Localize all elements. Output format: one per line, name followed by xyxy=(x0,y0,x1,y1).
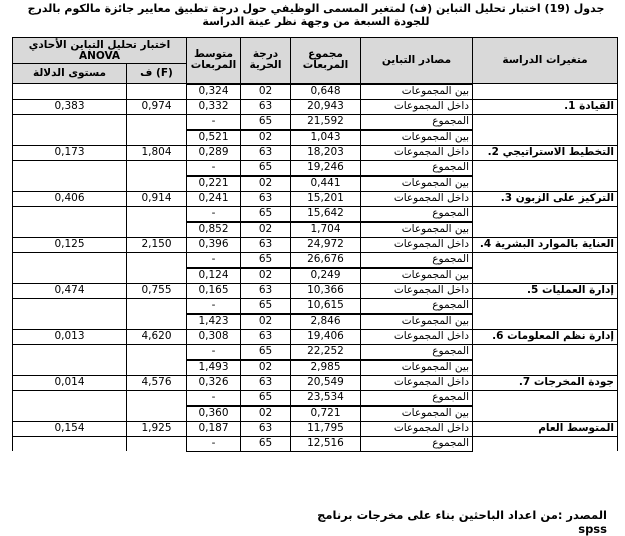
source-label-cell: داخل المجموعات xyxy=(361,237,473,252)
significance-cell xyxy=(13,114,127,130)
df-cell: 65 xyxy=(241,298,291,314)
f-value-cell: 4,576 xyxy=(127,375,187,390)
mean-square-cell: 0,289 xyxy=(187,145,241,160)
source-label-cell: داخل المجموعات xyxy=(361,421,473,436)
significance-cell xyxy=(13,436,127,451)
significance-cell xyxy=(13,130,127,146)
source-label-cell: داخل المجموعات xyxy=(361,375,473,390)
significance-cell xyxy=(13,206,127,222)
table-row xyxy=(13,421,618,436)
anova-group-header: اختبار تحليل التباين الأحادي ANOVA xyxy=(13,38,187,64)
source-label-cell: بين المجموعات xyxy=(361,314,473,330)
table-row xyxy=(13,329,618,344)
significance-cell: 0,014 xyxy=(13,375,127,390)
mean-square-cell: - xyxy=(187,298,241,314)
variable-name-cell xyxy=(473,114,618,130)
variable-name-cell xyxy=(473,145,618,160)
source-header: مصادر التباين xyxy=(361,38,473,84)
mean-square-cell: - xyxy=(187,252,241,268)
f-value-cell: 4,620 xyxy=(127,329,187,344)
variable-name-cell xyxy=(473,84,618,100)
table-row xyxy=(13,99,618,114)
significance-cell: 0,013 xyxy=(13,329,127,344)
significance-cell xyxy=(13,314,127,330)
mean-square-cell: 0,360 xyxy=(187,406,241,422)
sum-squares-cell: 10,366 xyxy=(291,283,361,298)
sum-squares-cell: 0,648 xyxy=(291,84,361,100)
f-value-cell: 0,914 xyxy=(127,191,187,206)
variables-header: متغيرات الدراسة xyxy=(473,38,618,84)
source-label-cell: داخل المجموعات xyxy=(361,99,473,114)
df-cell: 65 xyxy=(241,390,291,406)
variable-number: 6. xyxy=(492,330,504,342)
source-label-cell: المجموع xyxy=(361,160,473,176)
f-value-cell xyxy=(127,252,187,268)
source-note: المصدر :من اعداد الباحثين بناء على مخرجات برنامج spss xyxy=(317,508,607,536)
sum-squares-cell: 12,516 xyxy=(291,436,361,451)
df-cell: 02 xyxy=(241,130,291,146)
sum-squares-cell: 19,246 xyxy=(291,160,361,176)
sum-squares-cell: 26,676 xyxy=(291,252,361,268)
mean-square-cell: - xyxy=(187,344,241,360)
table-row xyxy=(13,130,618,146)
variable-number: 4. xyxy=(479,238,492,250)
significance-cell: 0,125 xyxy=(13,237,127,252)
table-row xyxy=(13,222,618,238)
df-cell: 02 xyxy=(241,84,291,100)
f-value-cell xyxy=(127,160,187,176)
mean-square-cell: 1,493 xyxy=(187,360,241,376)
table-row xyxy=(13,114,618,130)
source-label-cell: المجموع xyxy=(361,344,473,360)
df-cell: 65 xyxy=(241,160,291,176)
table-row xyxy=(13,344,618,360)
significance-cell xyxy=(13,360,127,376)
df-cell: 02 xyxy=(241,406,291,422)
table-row xyxy=(13,390,618,406)
sum-squares-cell: 2,985 xyxy=(291,360,361,376)
f-value-cell xyxy=(127,206,187,222)
variable-name: القيادة xyxy=(579,100,614,112)
anova-table-body xyxy=(13,84,618,452)
table-row xyxy=(13,191,618,206)
sum-squares-cell: 21,592 xyxy=(291,114,361,130)
variable-name-cell xyxy=(473,160,618,176)
source-label-cell: المجموع xyxy=(361,206,473,222)
variable-name-cell xyxy=(473,390,618,406)
f-value-cell xyxy=(127,436,187,451)
sum-squares-cell: 18,203 xyxy=(291,145,361,160)
variable-name-cell xyxy=(473,283,618,298)
sum-squares-cell: 2,846 xyxy=(291,314,361,330)
f-value-cell xyxy=(127,114,187,130)
source-label-cell: بين المجموعات xyxy=(361,360,473,376)
source-label-cell: داخل المجموعات xyxy=(361,283,473,298)
significance-cell xyxy=(13,268,127,284)
variable-name-cell xyxy=(473,191,618,206)
mean-square-cell: 0,324 xyxy=(187,84,241,100)
sum-squares-cell: 1,704 xyxy=(291,222,361,238)
variable-name-cell xyxy=(473,252,618,268)
variable-name: التركيز على الزبون xyxy=(515,192,614,204)
table-row xyxy=(13,160,618,176)
source-label-cell: بين المجموعات xyxy=(361,130,473,146)
significance-cell xyxy=(13,84,127,100)
variable-number: 5. xyxy=(526,284,539,296)
variable-number: 1. xyxy=(564,100,576,112)
significance-header: مستوى الدلالة xyxy=(13,64,127,84)
table-row xyxy=(13,436,618,451)
mean-square-cell: 0,308 xyxy=(187,329,241,344)
source-label-cell: المجموع xyxy=(361,390,473,406)
mean-square-cell: 0,332 xyxy=(187,99,241,114)
source-label-cell: المجموع xyxy=(361,298,473,314)
sum-squares-cell: 24,972 xyxy=(291,237,361,252)
f-value-cell xyxy=(127,130,187,146)
significance-cell xyxy=(13,406,127,422)
f-value-cell: 2,150 xyxy=(127,237,187,252)
table-row xyxy=(13,298,618,314)
f-value-cell: 0,974 xyxy=(127,99,187,114)
f-value-cell: 0,755 xyxy=(127,283,187,298)
sum-squares-cell: 10,615 xyxy=(291,298,361,314)
f-value-cell: 1,925 xyxy=(127,421,187,436)
mean-square-cell: 0,521 xyxy=(187,130,241,146)
df-cell: 63 xyxy=(241,191,291,206)
significance-cell xyxy=(13,298,127,314)
mean-square-cell: 0,187 xyxy=(187,421,241,436)
sum-squares-cell: 20,549 xyxy=(291,375,361,390)
f-value-cell xyxy=(127,314,187,330)
sum-squares-cell: 1,043 xyxy=(291,130,361,146)
mean-square-cell: - xyxy=(187,160,241,176)
f-value-cell xyxy=(127,344,187,360)
significance-cell xyxy=(13,344,127,360)
variable-name: المتوسط العام xyxy=(538,422,614,434)
f-value-header: ف (F) xyxy=(127,64,187,84)
variable-name-cell xyxy=(473,329,618,344)
variable-name-cell xyxy=(473,130,618,146)
df-cell: 02 xyxy=(241,222,291,238)
table-row xyxy=(13,360,618,376)
variable-name-cell xyxy=(473,222,618,238)
variable-name-cell xyxy=(473,421,618,436)
mean-square-cell: 0,326 xyxy=(187,375,241,390)
f-value-cell xyxy=(127,298,187,314)
f-value-cell xyxy=(127,84,187,100)
mean-square-cell: 0,165 xyxy=(187,283,241,298)
mean-square-header: متوسط المربعات xyxy=(187,38,241,84)
variable-name-cell xyxy=(473,344,618,360)
df-cell: 63 xyxy=(241,421,291,436)
table-row xyxy=(13,375,618,390)
table-row xyxy=(13,283,618,298)
f-value-cell xyxy=(127,360,187,376)
df-cell: 65 xyxy=(241,344,291,360)
f-value-cell xyxy=(127,176,187,192)
variable-name-cell xyxy=(473,237,618,252)
source-label-cell: داخل المجموعات xyxy=(361,191,473,206)
variable-name: إدارة العمليات xyxy=(541,284,614,296)
mean-square-cell: - xyxy=(187,436,241,451)
variable-name-cell xyxy=(473,176,618,192)
table-row xyxy=(13,206,618,222)
mean-square-cell: 1,423 xyxy=(187,314,241,330)
sum-squares-cell: 11,795 xyxy=(291,421,361,436)
table-row xyxy=(13,176,618,192)
sum-squares-cell: 0,721 xyxy=(291,406,361,422)
df-cell: 02 xyxy=(241,176,291,192)
df-cell: 65 xyxy=(241,206,291,222)
table-row xyxy=(13,268,618,284)
variable-number: 7. xyxy=(518,376,531,388)
significance-cell: 0,154 xyxy=(13,421,127,436)
source-label-cell: بين المجموعات xyxy=(361,268,473,284)
df-cell: 63 xyxy=(241,99,291,114)
variable-name-cell xyxy=(473,268,618,284)
variable-number: 2. xyxy=(487,146,499,158)
mean-square-cell: 0,221 xyxy=(187,176,241,192)
df-cell: 65 xyxy=(241,252,291,268)
f-value-cell: 1,804 xyxy=(127,145,187,160)
sum-squares-cell: 23,534 xyxy=(291,390,361,406)
mean-square-cell: 0,852 xyxy=(187,222,241,238)
sum-squares-cell: 0,249 xyxy=(291,268,361,284)
significance-cell: 0,406 xyxy=(13,191,127,206)
f-value-cell xyxy=(127,222,187,238)
source-label-cell: المجموع xyxy=(361,114,473,130)
variable-name-cell xyxy=(473,375,618,390)
table-row xyxy=(13,252,618,268)
mean-square-cell: - xyxy=(187,114,241,130)
sum-squares-cell: 20,943 xyxy=(291,99,361,114)
source-label-cell: داخل المجموعات xyxy=(361,145,473,160)
table-row xyxy=(13,237,618,252)
f-value-cell xyxy=(127,268,187,284)
f-value-cell xyxy=(127,390,187,406)
variable-name-cell xyxy=(473,99,618,114)
variable-name: العناية بالموارد البشرية xyxy=(494,238,614,250)
sum-squares-cell: 22,252 xyxy=(291,344,361,360)
sum-squares-cell: 15,201 xyxy=(291,191,361,206)
sum-squares-cell: 0,441 xyxy=(291,176,361,192)
df-cell: 63 xyxy=(241,283,291,298)
significance-cell: 0,173 xyxy=(13,145,127,160)
source-label-cell: بين المجموعات xyxy=(361,176,473,192)
variable-name-cell xyxy=(473,406,618,422)
df-cell: 63 xyxy=(241,375,291,390)
df-cell: 63 xyxy=(241,237,291,252)
sum-squares-cell: 15,642 xyxy=(291,206,361,222)
table-row xyxy=(13,84,618,100)
mean-square-cell: - xyxy=(187,390,241,406)
variable-name-cell xyxy=(473,206,618,222)
significance-cell xyxy=(13,390,127,406)
df-cell: 02 xyxy=(241,314,291,330)
significance-cell xyxy=(13,252,127,268)
significance-cell: 0,474 xyxy=(13,283,127,298)
variable-name-cell xyxy=(473,314,618,330)
table-row xyxy=(13,145,618,160)
sum-squares-header: مجموع المربعات xyxy=(291,38,361,84)
source-label-cell: بين المجموعات xyxy=(361,84,473,100)
significance-cell xyxy=(13,176,127,192)
mean-square-cell: 0,396 xyxy=(187,237,241,252)
df-cell: 02 xyxy=(241,268,291,284)
variable-name-cell xyxy=(473,360,618,376)
df-cell: 65 xyxy=(241,114,291,130)
variable-name-cell xyxy=(473,436,618,451)
df-cell: 65 xyxy=(241,436,291,451)
f-value-cell xyxy=(127,406,187,422)
significance-cell xyxy=(13,160,127,176)
variable-name: التخطيط الاستراتيجي xyxy=(502,146,614,158)
table-row xyxy=(13,406,618,422)
mean-square-cell: 0,241 xyxy=(187,191,241,206)
source-label-cell: بين المجموعات xyxy=(361,406,473,422)
anova-table xyxy=(12,37,618,452)
df-cell: 63 xyxy=(241,329,291,344)
table-caption: جدول (19) اختبار تحليل التباين (ف) لمتغير المسمى الوظيفي حول درجة تطبيق معايير جائزة مالكوم بالدرج للجودة السبعة من وجهة نظر عينة الدراسة xyxy=(27,2,605,28)
source-label-cell: داخل المجموعات xyxy=(361,329,473,344)
variable-number: 3. xyxy=(500,192,513,204)
significance-cell: 0,383 xyxy=(13,99,127,114)
source-label-cell: المجموع xyxy=(361,252,473,268)
mean-square-cell: - xyxy=(187,206,241,222)
sum-squares-cell: 19,406 xyxy=(291,329,361,344)
variable-name: إدارة نظم المعلومات xyxy=(507,330,614,342)
df-header: درجة الحرية xyxy=(241,38,291,84)
significance-cell xyxy=(13,222,127,238)
df-cell: 02 xyxy=(241,360,291,376)
df-cell: 63 xyxy=(241,145,291,160)
mean-square-cell: 0,124 xyxy=(187,268,241,284)
variable-name: جودة المخرجات xyxy=(533,376,614,388)
source-label-cell: المجموع xyxy=(361,436,473,451)
variable-name-cell xyxy=(473,298,618,314)
source-label-cell: بين المجموعات xyxy=(361,222,473,238)
table-row xyxy=(13,314,618,330)
